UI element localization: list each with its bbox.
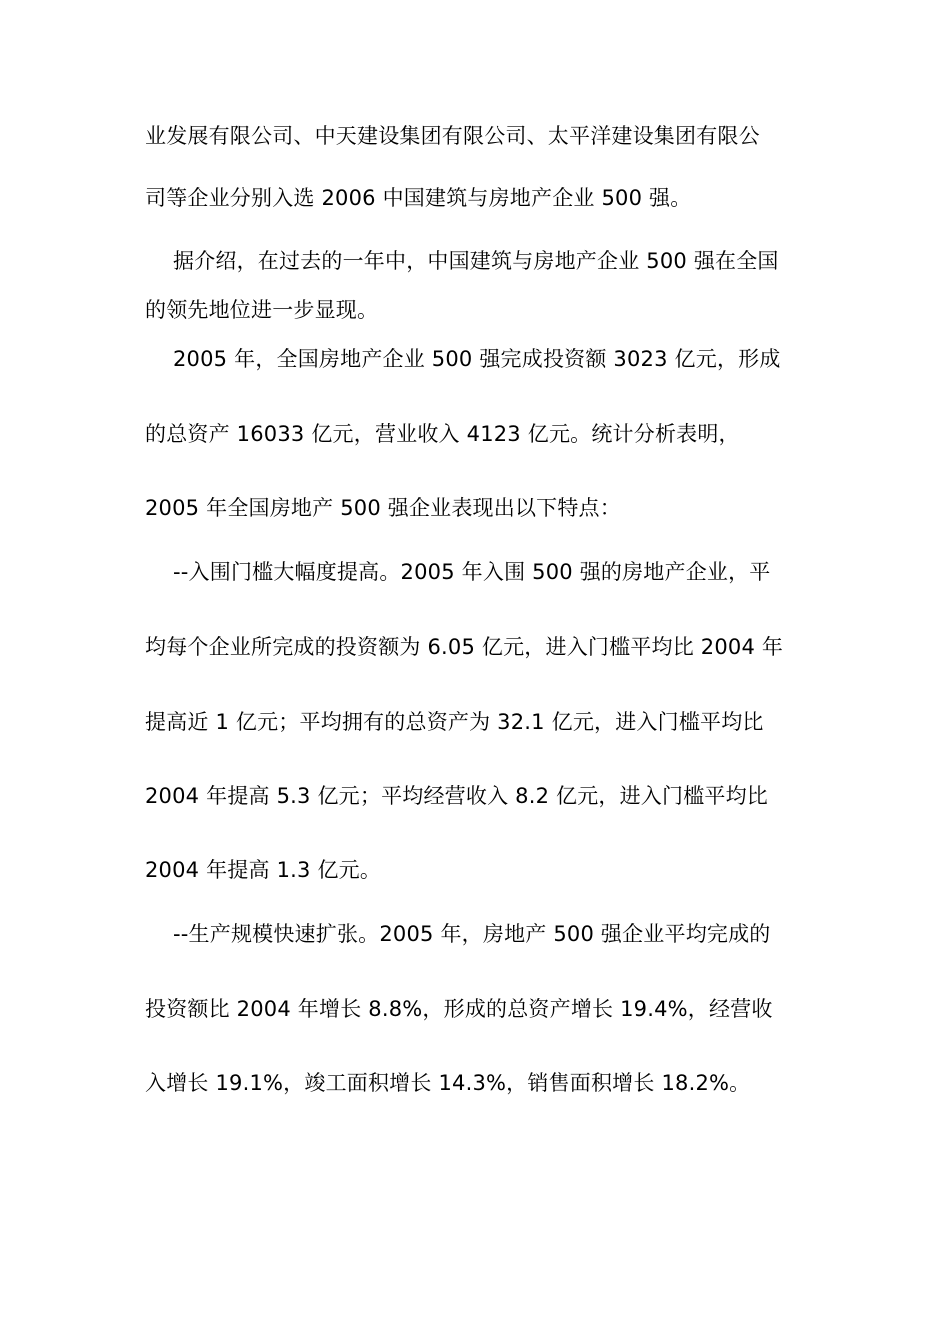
- paragraph-line: 的总资产 16033 亿元，营业收入 4123 亿元。统计分析表明，: [145, 422, 740, 446]
- paragraph-line: 均每个企业所完成的投资额为 6.05 亿元，进入门槛平均比 2004 年: [145, 635, 784, 659]
- paragraph-line: 的领先地位进一步显现。: [145, 298, 379, 322]
- paragraph-line: 2005 年全国房地产 500 强企业表现出以下特点：: [145, 496, 621, 520]
- paragraph-line: 业发展有限公司、中天建设集团有限公司、太平洋建设集团有限公: [145, 124, 760, 148]
- paragraph-line: 投资额比 2004 年增长 8.8%，形成的总资产增长 19.4%，经营收: [145, 997, 773, 1021]
- paragraph-line: 司等企业分别入选 2006 中国建筑与房地产企业 500 强。: [145, 186, 692, 210]
- paragraph-line: 据介绍，在过去的一年中，中国建筑与房地产企业 500 强在全国: [173, 249, 779, 273]
- paragraph-line: 2004 年提高 1.3 亿元。: [145, 858, 382, 882]
- paragraph-line: 入增长 19.1%，竣工面积增长 14.3%，销售面积增长 18.2%。: [145, 1071, 751, 1095]
- paragraph-line: --入围门槛大幅度提高。2005 年入围 500 强的房地产企业，平: [173, 560, 771, 584]
- paragraph-line: 2004 年提高 5.3 亿元；平均经营收入 8.2 亿元，进入门槛平均比: [145, 784, 769, 808]
- paragraph-line: 2005 年，全国房地产企业 500 强完成投资额 3023 亿元，形成: [173, 347, 781, 371]
- paragraph-line: 提高近 1 亿元；平均拥有的总资产为 32.1 亿元，进入门槛平均比: [145, 710, 764, 734]
- paragraph-line: --生产规模快速扩张。2005 年，房地产 500 强企业平均完成的: [173, 922, 771, 946]
